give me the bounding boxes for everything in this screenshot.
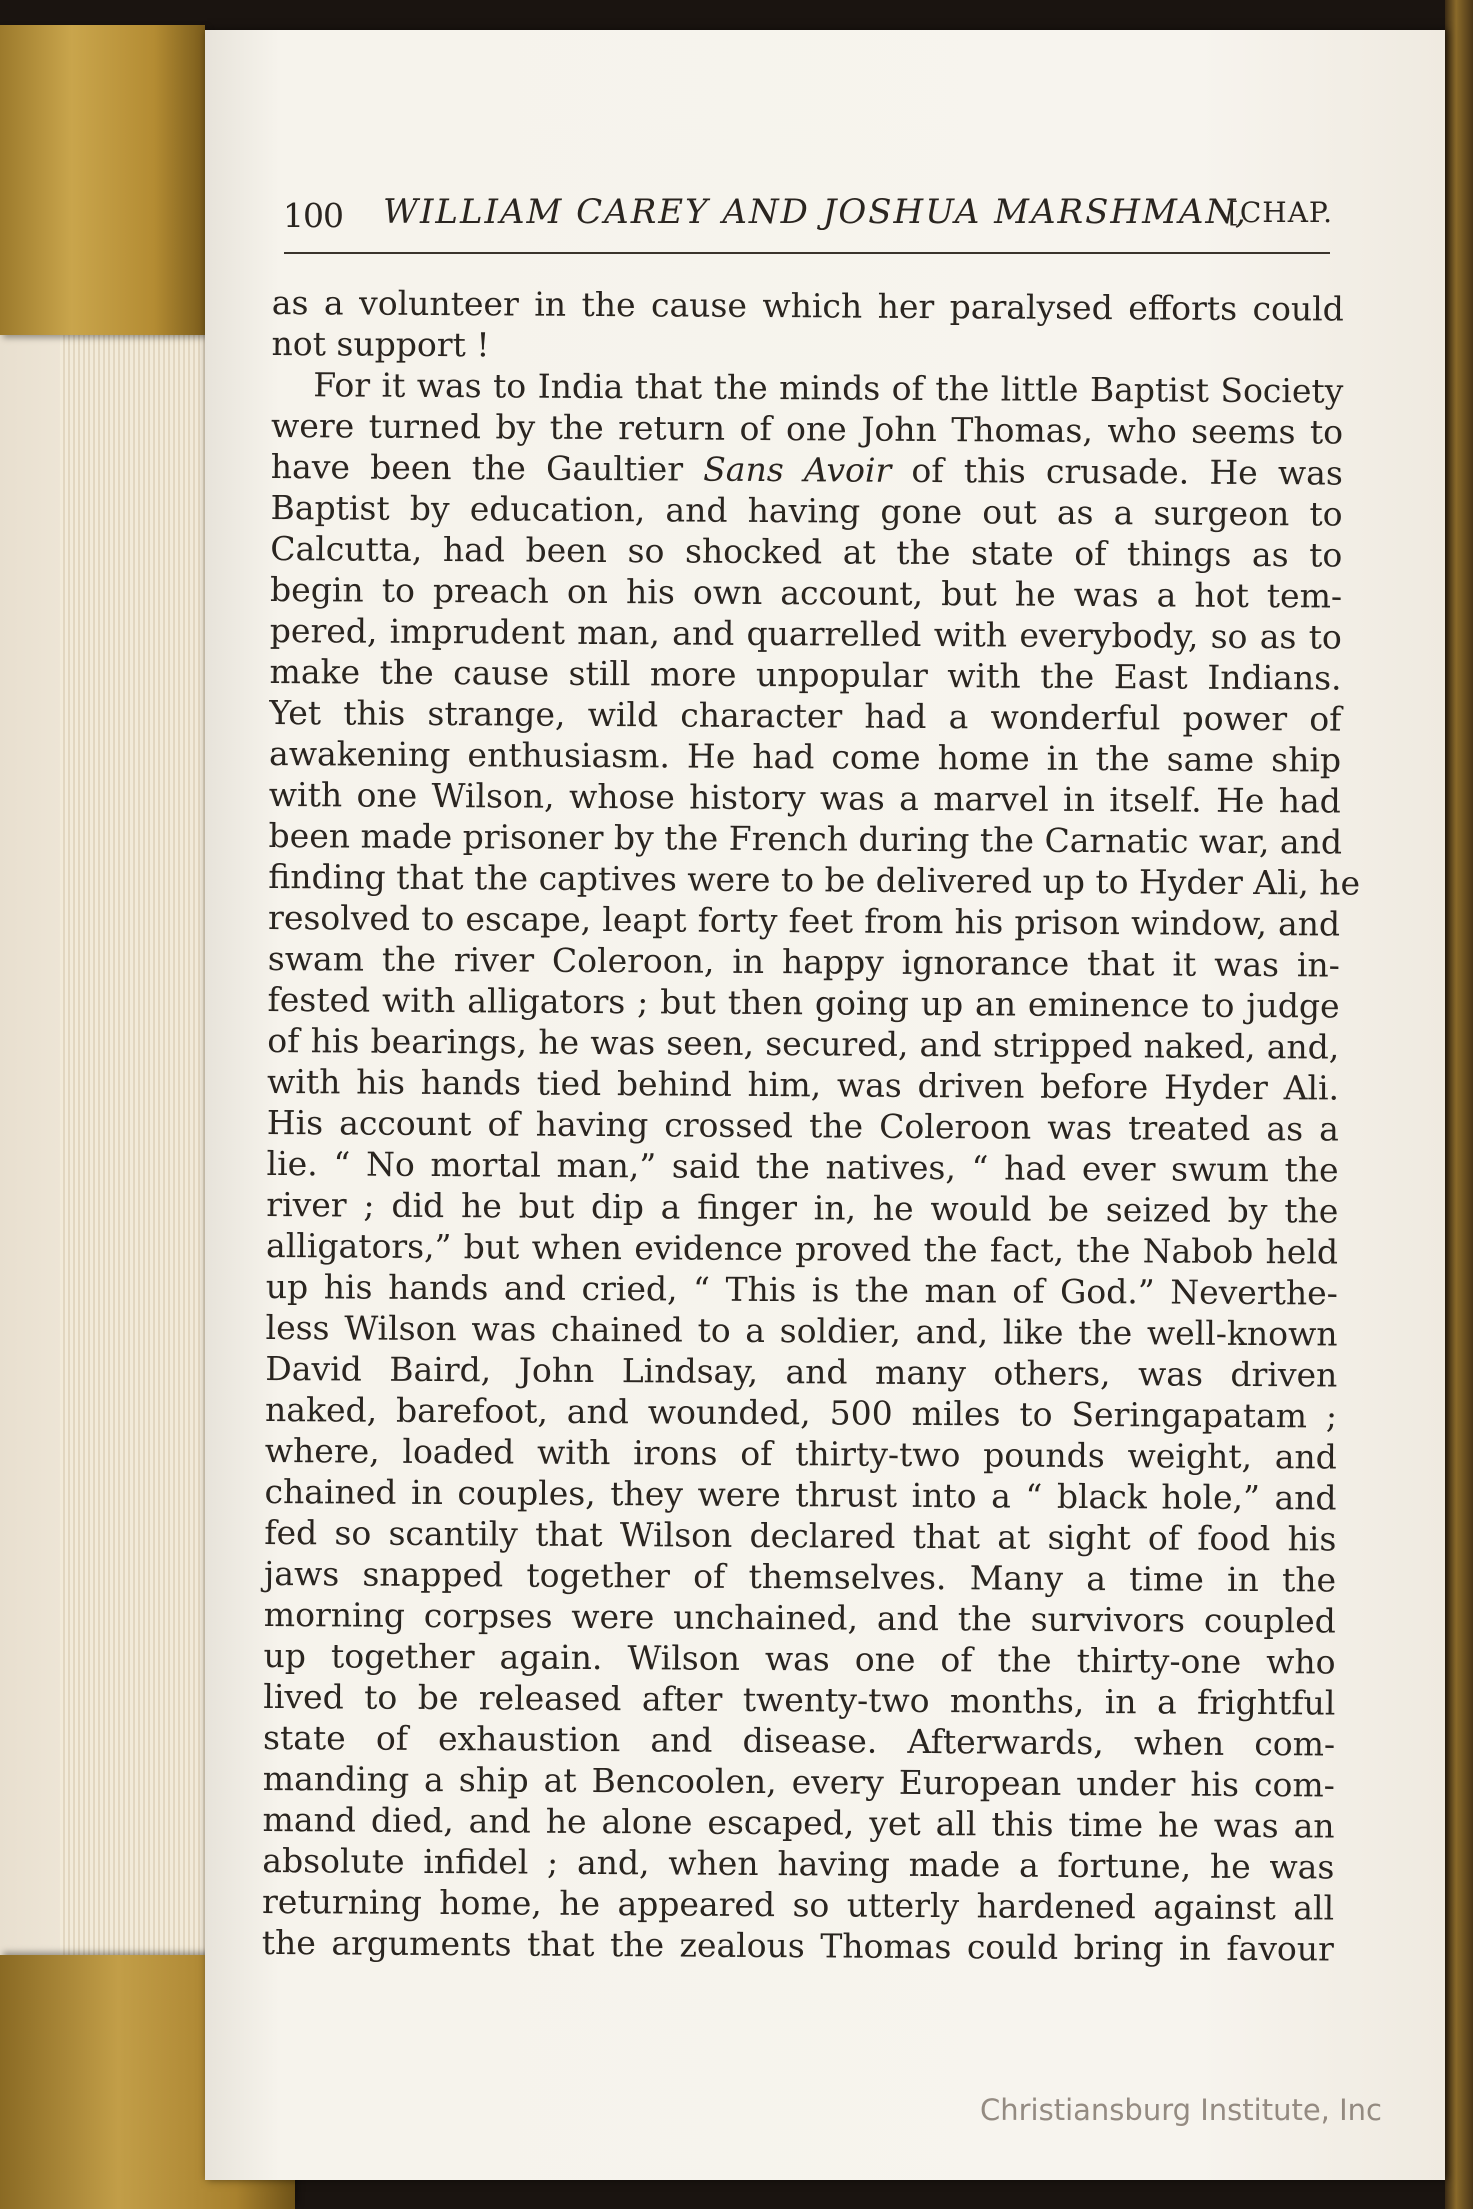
text-line: For it was to India that the minds of the little Baptist Society (313, 365, 1344, 411)
italic-phrase: Sans Avoir (703, 449, 892, 490)
text-line: morning corpses were unchained, and the survivors coupled (263, 1594, 1336, 1641)
text-line: alligators,” but when evidence proved the fact, the Nabob held (265, 1225, 1339, 1272)
text-line: fested with alligators ; but then going up an eminence to judge (267, 979, 1340, 1026)
text-line: state of exhaustion and disease. Afterwards, when com- (262, 1717, 1336, 1764)
text-line: Yet this strange, wild character had a wonderful power of (269, 692, 1342, 739)
text-line: pered, imprudent man, and quarrelled with everybody, so as to (269, 610, 1342, 657)
text-fragment: of this crusade. He was (891, 450, 1343, 493)
text-line: make the cause still more unpopular with the East Indians. (269, 651, 1342, 698)
text-line: absolute infidel ; and, when having made a fortune, he was (262, 1840, 1335, 1887)
text-line: of his bearings, he was seen, secured, and stripped naked, and, (267, 1020, 1340, 1067)
chapter-mark: [CHAP. (1227, 196, 1333, 229)
page-number: 100 (283, 196, 343, 235)
text-line: up his hands and cried, “ This is the man of God.” Neverthe- (265, 1266, 1338, 1313)
text-line: chained in couples, they were thrust into a “ black hole,” and (264, 1471, 1337, 1518)
text-line: where, loaded with irons of thirty-two pounds weight, and (264, 1430, 1337, 1477)
text-line: resolved to escape, leapt forty feet from his prison window, and (267, 897, 1341, 944)
running-title: WILLIAM CAREY AND JOSHUA MARSHMAN, (383, 192, 1248, 232)
header-rule (284, 252, 1330, 254)
text-line: awakening enthusiasm. He had come home in the same ship (269, 733, 1342, 780)
page-edges (60, 330, 210, 1980)
text-line: naked, barefoot, and wounded, 500 miles to Seringapatam ; (264, 1389, 1338, 1436)
text-line: not support ! (271, 323, 490, 365)
text-line: with his hands tied behind him, was driven before Hyder Ali. (266, 1061, 1340, 1108)
text-line: the arguments that the zealous Thomas could bring in favour (261, 1922, 1334, 1969)
text-line (271, 446, 1343, 494)
text-line: finding that the captives were to be delivered up to Hyder Ali, he (268, 856, 1361, 903)
body-text (261, 282, 1361, 1970)
text-fragment: have been the Gaultier (270, 446, 704, 489)
watermark: Christiansburg Institute, Inc (980, 2093, 1382, 2127)
text-line: jaws snapped together of themselves. Many a time in the (263, 1553, 1337, 1600)
text-line: as a volunteer in the cause which her paralysed efforts could (271, 282, 1344, 329)
text-line: manding a ship at Bencoolen, every European under his com- (262, 1758, 1335, 1805)
gilt-edge-top (0, 25, 205, 335)
text-line: less Wilson was chained to a soldier, and, like the well-known (265, 1307, 1338, 1354)
text-line: were turned by the return of one John Thomas, who seems to (271, 405, 1344, 452)
text-line: been made prisoner by the French during the Carnatic war, and (268, 815, 1343, 862)
text-line: David Baird, John Lindsay, and many others, was driven (265, 1348, 1338, 1395)
running-header (283, 192, 1333, 242)
text-line: with one Wilson, whose history was a marvel in itself. He had (268, 774, 1341, 821)
text-line: Calcutta, had been so shocked at the state of things as to (270, 528, 1343, 575)
right-cover-edge (1445, 0, 1473, 2209)
text-line: river ; did he but dip a finger in, he would be seized by the (266, 1184, 1339, 1231)
text-line: Baptist by education, and having gone out as a surgeon to (270, 487, 1343, 534)
text-line: lived to be released after twenty-two months, in a frightful (263, 1676, 1336, 1723)
text-line: mand died, and he alone escaped, yet all this time he was an (262, 1799, 1335, 1846)
text-line: up together again. Wilson was one of the thirty-one who (263, 1635, 1336, 1682)
text-line: returning home, he appeared so utterly hardened against all (261, 1881, 1335, 1928)
text-line: lie. “ No mortal man,” said the natives, “ had ever swum the (266, 1143, 1339, 1190)
text-line: begin to preach on his own account, but he was a hot tem- (270, 569, 1343, 616)
text-line: fed so scantily that Wilson declared that at sight of food his (264, 1512, 1337, 1559)
text-line: swam the river Coleroon, in happy ignorance that it was in- (267, 938, 1340, 985)
text-line: His account of having crossed the Coleroon was treated as a (266, 1102, 1339, 1149)
